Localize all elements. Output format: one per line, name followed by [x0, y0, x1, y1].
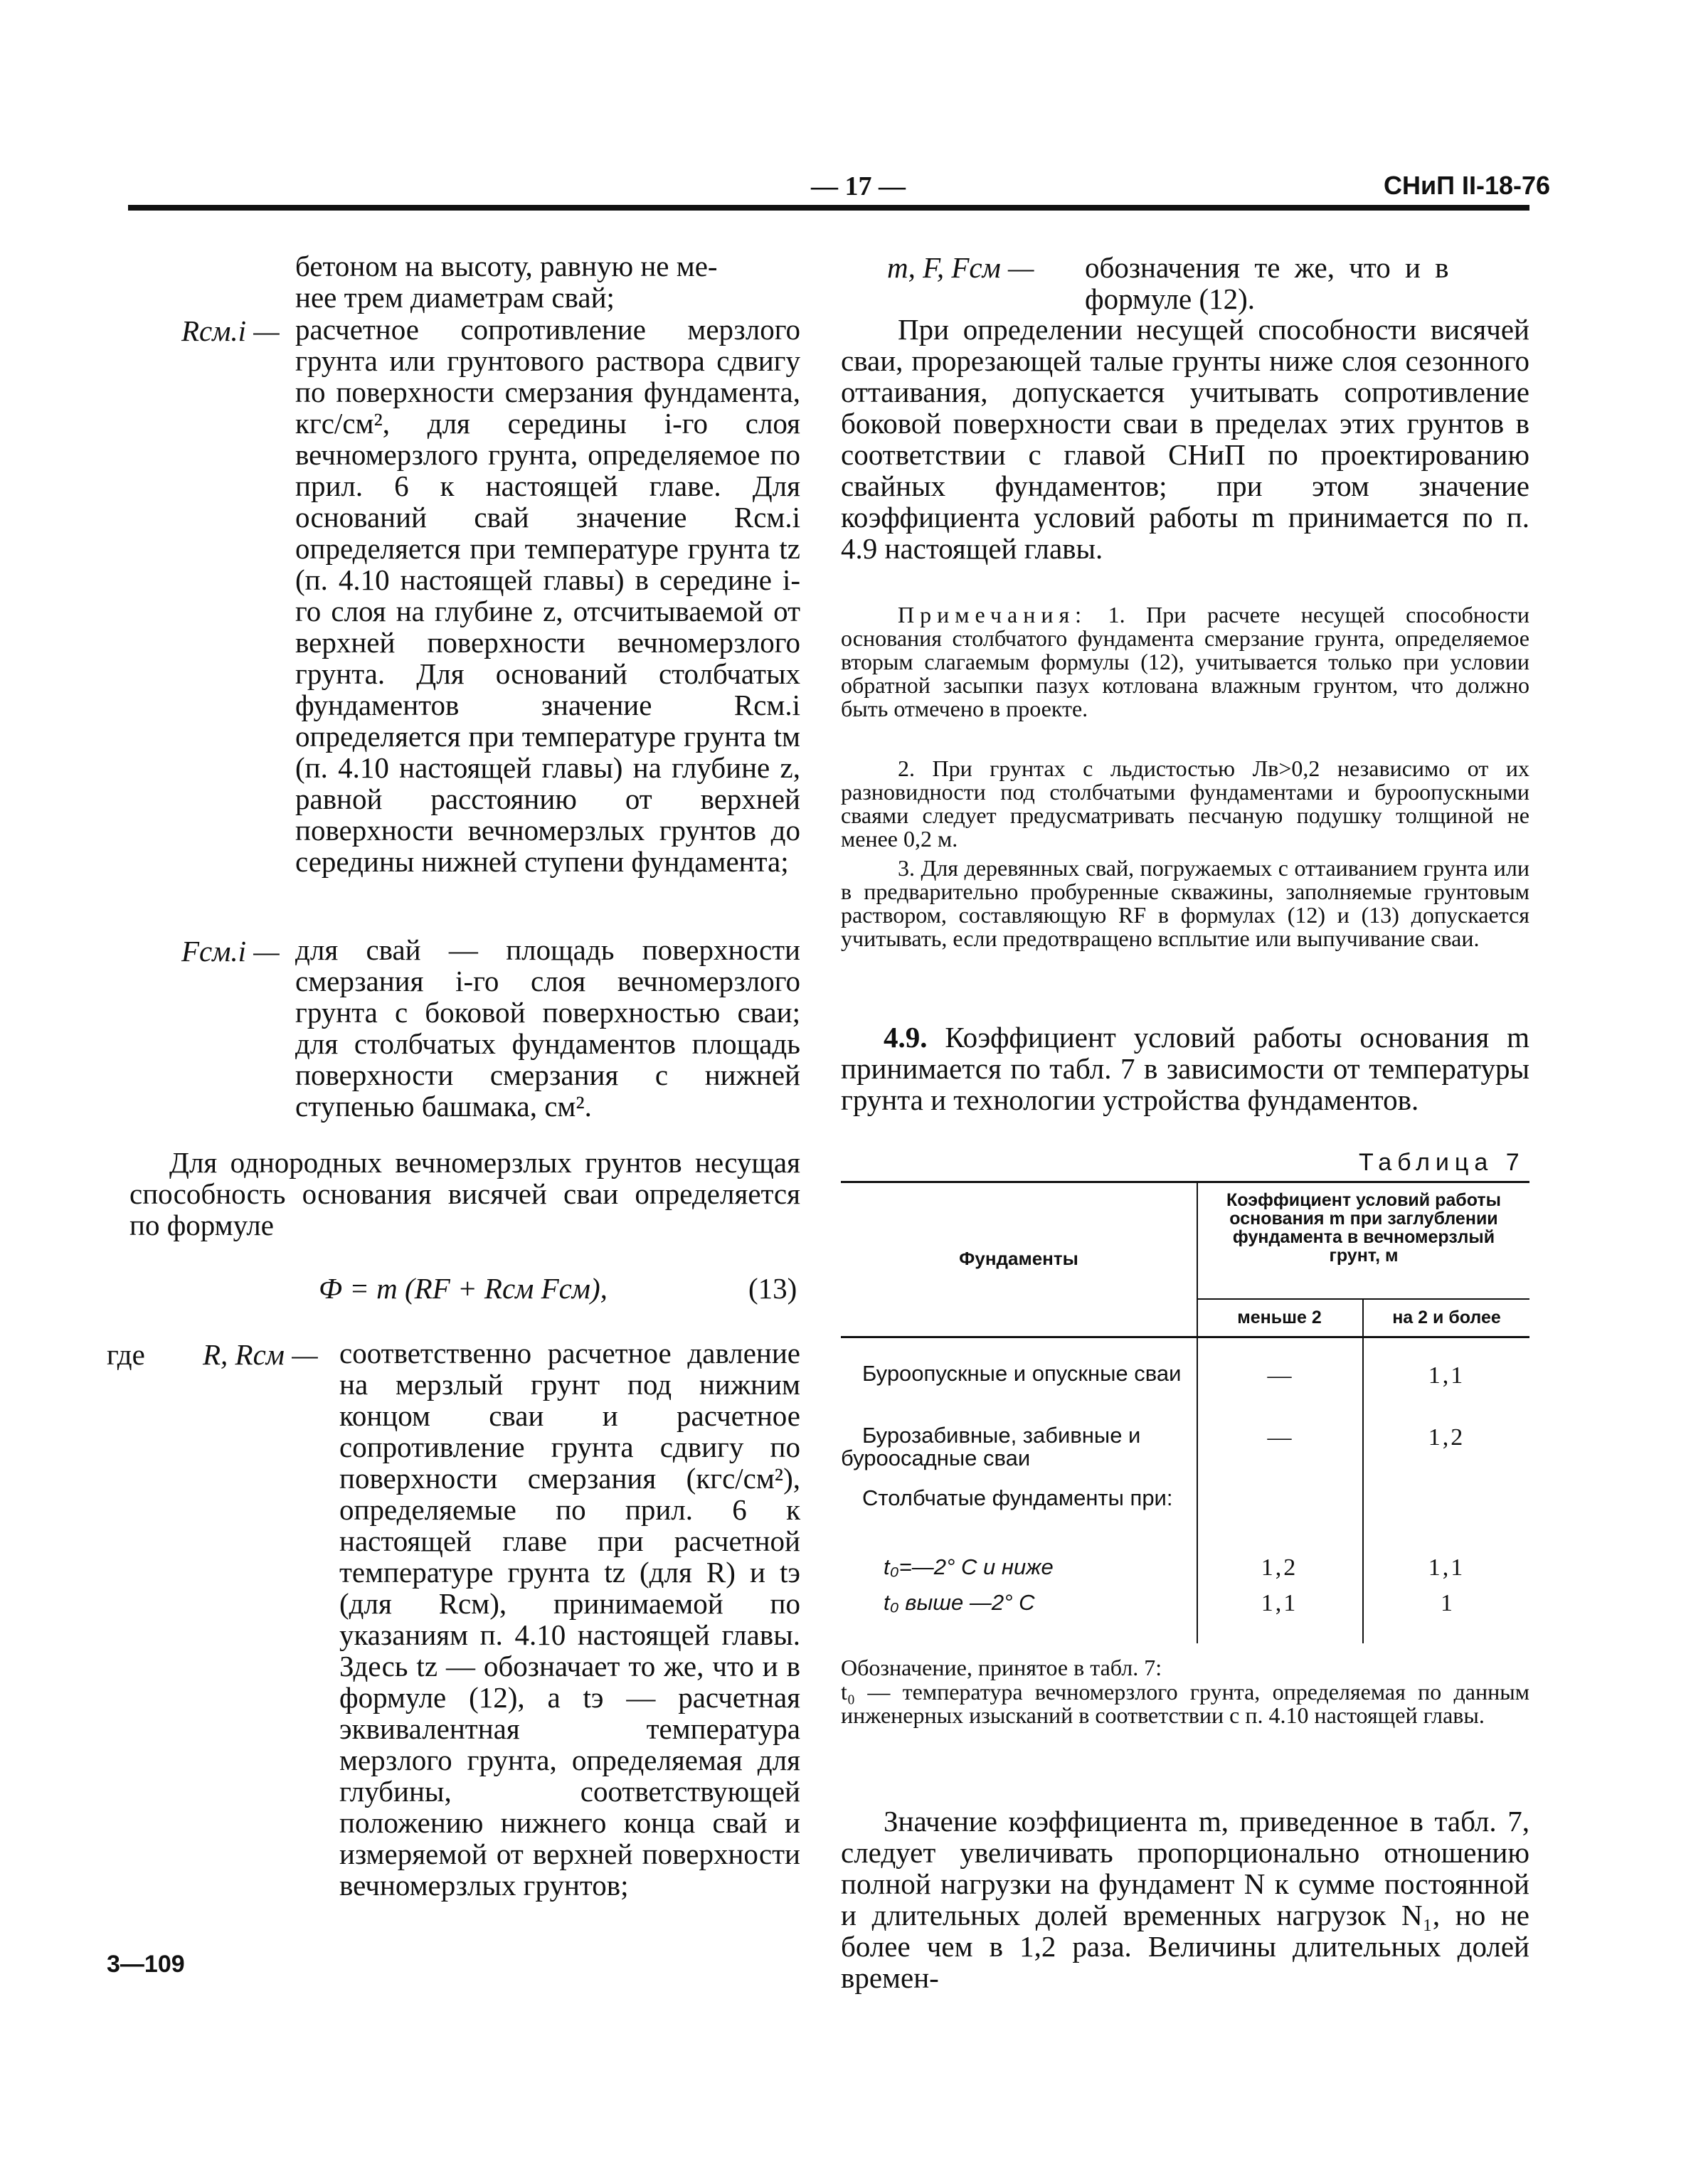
- formula-intro-paragraph: Для однородных вечномерзлых грунтов несущая способность основания висячей сваи определяется по формуле: [129, 1146, 800, 1241]
- rsm-definition: расчетное сопротивление мерзлого грунта или грунтового раствора сдвигу по поверхности смерзания фундамента, кгс/см², для середины i-го слоя вечномерзлого грунта, определяемое по прил. 6 к настоящей главе. Для оснований свай значение Rсм.i определяется при температуре грунта tz (п. 4.10 настоящей главы) в середине i-го слоя на глубине z, отсчитываемой от верхней поверхности вечномерзлого грунта. Для оснований столбчатых фундаментов значение Rсм.i определяется при температуре грунта tм (п. 4.10 настоящей главы) на глубине z, равной расстоянию от верхней поверхности вечномерзлых грунтов до середины нижней ступени фундамента;: [295, 313, 800, 878]
- table-title: Таблица 7: [1359, 1149, 1525, 1176]
- formula-number: (13): [748, 1272, 797, 1305]
- header-foundations: Фундаменты: [959, 1247, 1078, 1269]
- row-5-less-2: 1,1: [1261, 1590, 1298, 1616]
- row-5-name: t₀ выше —2° С: [884, 1590, 1035, 1615]
- where-definition: соответственно расчетное давление на мерзлый грунт под нижним концом сваи и расчетное сопротивление грунта сдвигу по поверхности смерзания (кгс/см²), определяемые по прил. 6 к настоящей главе при расчетной температуре грунта tz (для R) и tэ (для Rсм), принимаемой по указаниям п. 4.10 настоящей главы. Здесь tz — обозначает то же, что и в формуле (12), а tэ — расчетная эквивалентная температура мерзлого грунта, определяемая для глубины, соответствующей положению нижнего конца свай и измеряемой от верхней поверхности вечномерзлых грунтов;: [339, 1337, 800, 1902]
- row-4-2-or-more: 1,1: [1428, 1554, 1465, 1581]
- rsm-symbol: Rсм.i —: [181, 314, 280, 347]
- table-note-title: Обозначение, принятое в табл. 7:: [841, 1655, 1162, 1680]
- table-head-rule: [841, 1336, 1529, 1338]
- header-less-2: меньше 2: [1237, 1308, 1322, 1327]
- row-1-2-or-more: 1,1: [1428, 1362, 1465, 1389]
- header-coefficient: Коэффициент условий работы основания m при заглублении фундамента в вечномерзлый грунт, м: [1226, 1190, 1501, 1266]
- same-symbols: m, F, Fсм —: [887, 251, 1034, 284]
- document-code: СНиП II-18-76: [1384, 171, 1551, 200]
- section-number: 4.9.: [884, 1021, 928, 1054]
- row-2-2-or-more: 1,2: [1428, 1424, 1465, 1451]
- row-4-less-2: 1,2: [1261, 1554, 1298, 1581]
- intro-line-2: нее трем диаметрам свай;: [295, 281, 615, 314]
- fsm-symbol: Fсм.i —: [181, 935, 280, 968]
- formula-13: Ф = m (RF + Rсм Fсм),: [319, 1272, 608, 1305]
- note-1: [841, 603, 1529, 721]
- notes-label: Примечания:: [898, 602, 1088, 627]
- paragraph-hanging-piles: При определении несущей способности висячей сваи, прорезающей талые грунты ниже слоя сезонного оттаивания, допускается учитывать сопротивление боковой поверхности сваи в пределах этих грунтов в соответствии с главой СНиП по проектированию свайных фундаментов; при этом значение коэффициента условий работы m принимается по п. 4.9 настоящей главы.: [841, 313, 1529, 565]
- section-4-9: [841, 1022, 1529, 1115]
- page-number: — 17 —: [811, 171, 906, 201]
- table-7: [841, 1181, 1529, 1757]
- note-1-text: 1. При расчете несущей способности основания столбчатого фундамента смерзание грунта, определяемое вторым слагаемым формулы (12), учитывается только при условии обратной засыпки пазух котлована влажным грунтом, что должно быть отмечено в проекте.: [841, 602, 1530, 721]
- row-1-less-2: —: [1267, 1362, 1292, 1389]
- row-2-name: Бурозабивные, забивные и буроосадные сваи: [841, 1423, 1141, 1470]
- section-text: Коэффициент условий работы основания m принимается по табл. 7 в зависимости от температуры грунта и технологии устройства фундаментов.: [841, 1021, 1529, 1116]
- header-rule: [128, 205, 1529, 211]
- header-2-or-more: на 2 и более: [1392, 1308, 1501, 1327]
- row-1-name: Буроопускные и опускные сваи: [862, 1361, 1182, 1386]
- paragraph-coefficient-increase: Значение коэффициента m, приведенное в табл. 7, следует увеличивать пропорционально отношению полной нагрузки на фундамент N к сумме постоянной и длительных долей временных нагрузок N₁, но не более чем в 1,2 раза. Величины длительных долей времен-: [841, 1805, 1529, 1994]
- same-definition-1: обозначения те же, что и в: [1085, 251, 1449, 284]
- fsm-definition: для свай — площадь поверхности смерзания i-го слоя вечномерзлого грунта с боковой поверхностью сваи; для столбчатых фундаментов площадь поверхности смерзания с нижней ступенью башмака, см².: [295, 933, 800, 1123]
- intro-continuation: [295, 250, 800, 313]
- table-note-text: t₀ — температура вечномерзлого грунта, определяемая по данным инженерных изысканий в соответствии с п. 4.10 настоящей главы.: [841, 1679, 1529, 1728]
- row-3-name: Столбчатые фундаменты при:: [862, 1485, 1173, 1510]
- row-4-name: t₀=—2° С и ниже: [884, 1554, 1054, 1579]
- intro-line-1: бетоном на высоту, равную не ме-: [295, 250, 718, 282]
- signature-mark: 3—109: [107, 1951, 185, 1978]
- where-symbol: R, Rсм —: [203, 1338, 318, 1371]
- row-2-less-2: —: [1267, 1424, 1292, 1451]
- note-3: 3. Для деревянных свай, погружаемых с оттаиванием грунта или в предварительно пробуренные скважины, заполняемые грунтовым раствором, составляющую RF в формулах (12) и (13) допускается учитывать, если предотвращено всплытие или выпучивание сваи.: [841, 855, 1529, 951]
- where-label: где: [107, 1338, 145, 1371]
- note-2: 2. При грунтах с льдистостью Лв>0,2 независимо от их разновидности под столбчатыми фундаментами и буроопускными сваями следует предусматривать песчаную подушку толщиной не менее 0,2 м.: [841, 756, 1529, 852]
- row-5-2-or-more: 1: [1441, 1590, 1453, 1616]
- same-definition-2: формуле (12).: [1085, 282, 1256, 315]
